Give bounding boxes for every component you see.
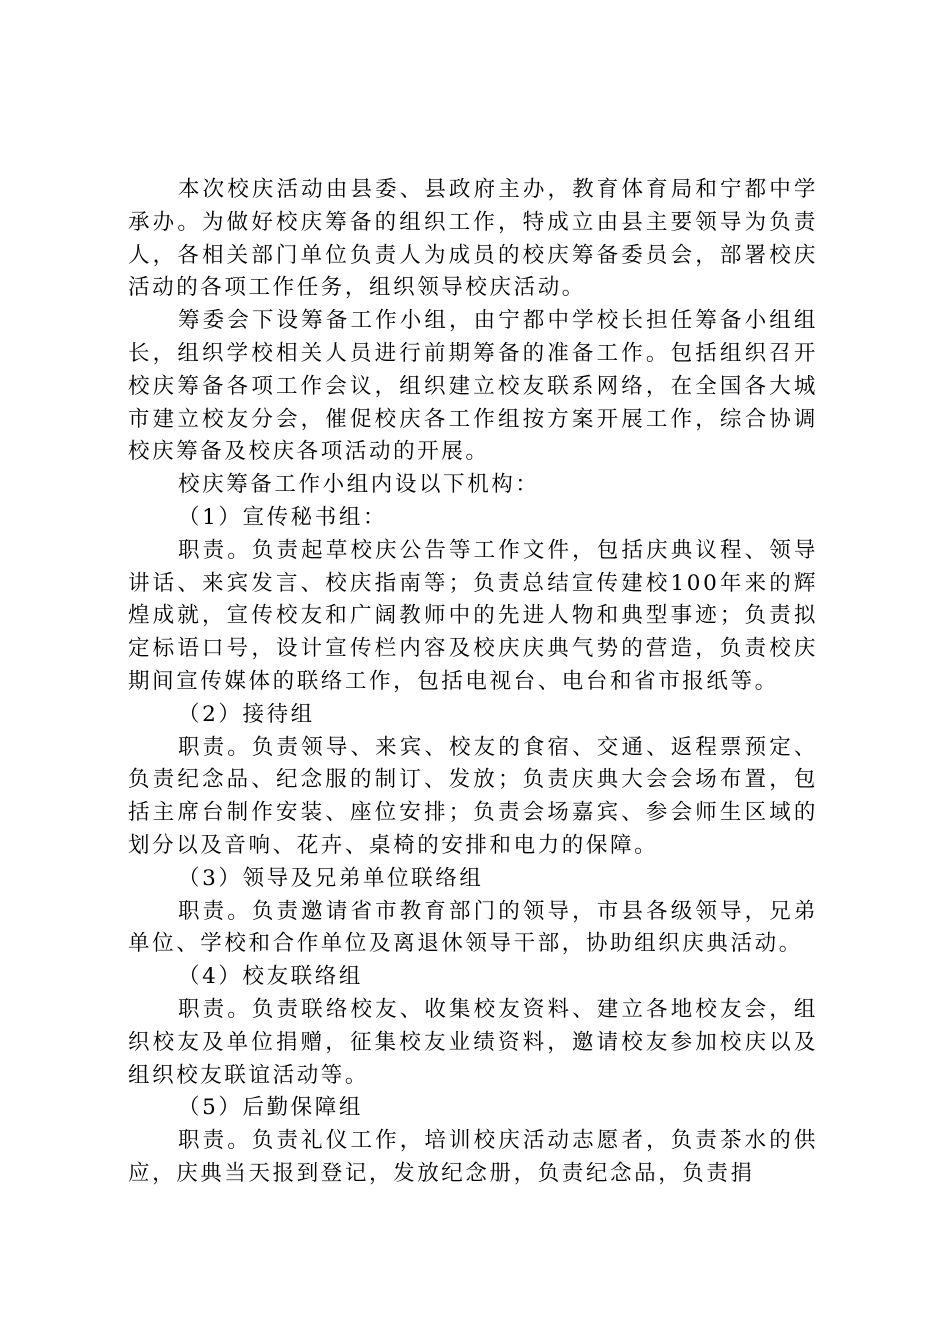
paragraph-preparation-group: 筹委会下设筹备工作小组，由宁都中学校长担任筹备小组组长，组织学校相关人员进行前期筹备的准备工作。包括组织召开校庆筹备各项工作会议，组织建立校友联系网络，在全国各大城市建立校友分会，催促校庆各工作组按方案开展工作，综合协调校庆筹备及校庆各项活动的开展。 bbox=[128, 308, 818, 465]
paragraph-alumni-duties: 职责。负责联络校友、收集校友资料、建立各地校友会，组织校友及单位捐赠，征集校友业绩资料，邀请校友参加校庆以及组织校友联谊活动等。 bbox=[128, 996, 818, 1088]
heading-logistics-group: （5）后勤保障组 bbox=[178, 1095, 363, 1121]
heading-reception-group: （2）接待组 bbox=[178, 701, 315, 727]
paragraph-organizing-intro: 本次校庆活动由县委、县政府主办，教育体育局和宁都中学承办。为做好校庆筹备的组织工作，特成立由县主要领导为负责人，各相关部门单位负责人为成员的校庆筹备委员会，部署校庆活动的各项工作任务，组织领导校庆活动。 bbox=[128, 177, 818, 301]
paragraph-publicity-duties: 职责。负责起草校庆公告等工作文件，包括庆典议程、领导讲话、来宾发言、校庆指南等；负责总结宣传建校100年来的辉煌成就，宣传校友和广阔教师中的先进人物和典型事迹；负责拟定标语口号，设计宣传栏内容及校庆庆典气势的营造，负责校庆期间宣传媒体的联络工作，包括电视台、电台和省市报纸等。 bbox=[128, 537, 818, 694]
paragraph-liaison-duties: 职责。负责邀请省市教育部门的领导，市县各级领导，兄弟单位、学校和合作单位及离退休领导干部，协助组织庆典活动。 bbox=[128, 898, 818, 957]
heading-publicity-secretariat: （1）宣传秘书组： bbox=[178, 504, 388, 530]
heading-alumni-group: （4）校友联络组 bbox=[178, 964, 363, 990]
paragraph-structure-intro: 校庆筹备工作小组内设以下机构： bbox=[178, 472, 540, 498]
paragraph-reception-duties: 职责。负责领导、来宾、校友的食宿、交通、返程票预定、负责纪念品、纪念服的制订、发放；负责庆典大会会场布置，包括主席台制作安装、座位安排；负责会场嘉宾、参会师生区域的划分以及音响、花卉、桌椅的安排和电力的保障。 bbox=[128, 734, 818, 858]
document-body bbox=[128, 174, 818, 1191]
heading-liaison-group: （3）领导及兄弟单位联络组 bbox=[178, 865, 484, 891]
paragraph-logistics-duties: 职责。负责礼仪工作，培训校庆活动志愿者，负责茶水的供应，庆典当天报到登记，发放纪念册，负责纪念品，负责捐 bbox=[128, 1128, 818, 1186]
